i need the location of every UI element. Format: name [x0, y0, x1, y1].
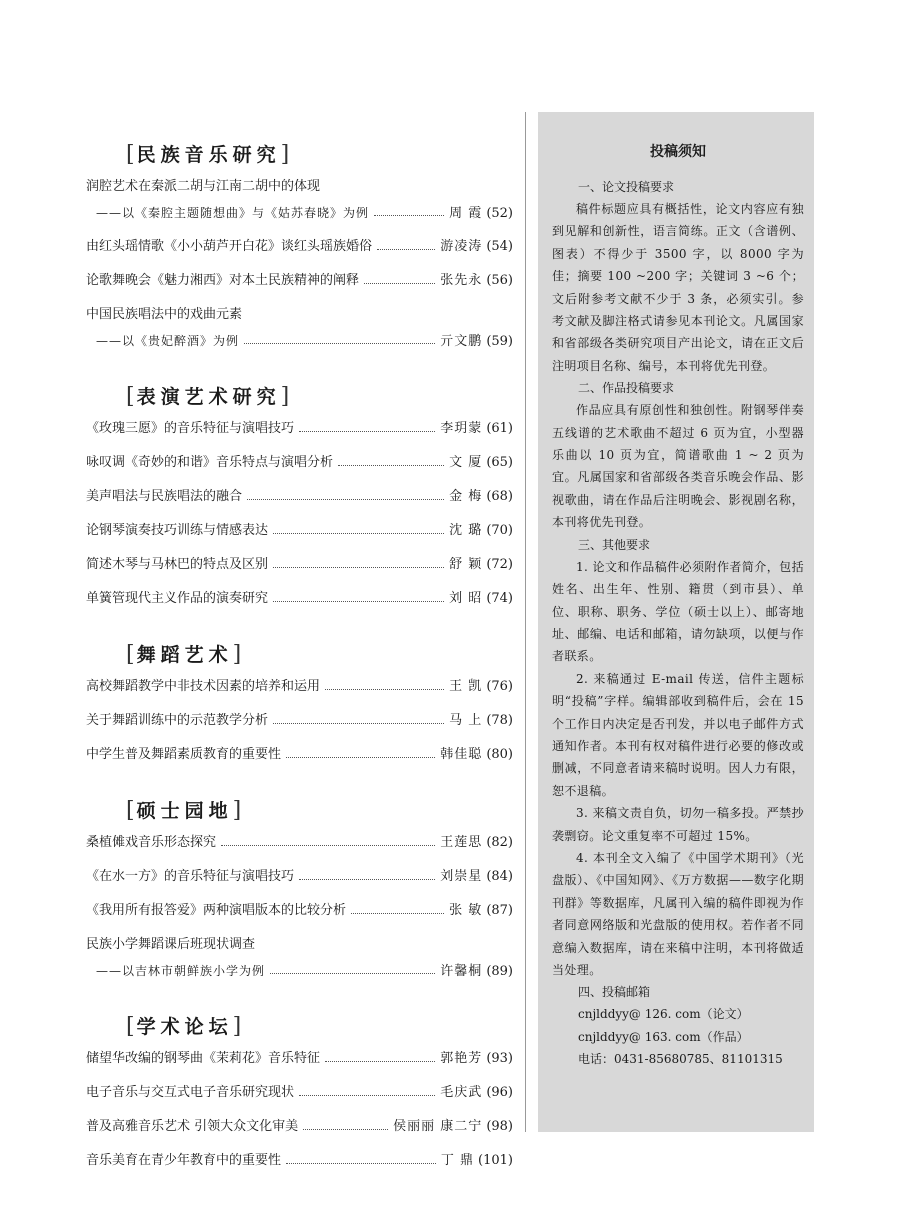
section-heading-text: 舞蹈艺术: [136, 644, 233, 666]
entry-author: 金 梅: [449, 489, 483, 504]
toc-entry[interactable]: [86, 174, 513, 226]
notice-paragraph-other-2: 2. 来稿通过 E-mail 传送，信件主题标明“投稿”字样。编辑部收到稿件后，会在 15 个工作日内决定是否刊发，并以电子邮件方式通知作者。本刊有权对稿件进行必要的修改或删减，不同意者请来稿时说明。因人力有限，恕不退稿。: [552, 671, 804, 798]
entry-page: (87): [486, 903, 513, 918]
entry-title-line: [86, 830, 513, 856]
toc-entry[interactable]: [86, 586, 513, 612]
notice-heading-works: 二、作品投稿要求: [578, 381, 675, 396]
entry-title-line: [86, 742, 513, 768]
entry-title: 普及高雅音乐艺术 引领大众文化审美: [86, 1119, 299, 1134]
leader-dots: [325, 689, 444, 690]
bracket-right-icon: ]: [232, 798, 244, 823]
entry-page: (52): [486, 206, 513, 221]
bracket-left-icon: [: [126, 384, 137, 409]
email-papers[interactable]: cnjlddyy@ 126. com（论文）: [578, 1007, 749, 1022]
toc-entry[interactable]: [86, 898, 513, 924]
entry-author: 李玥蒙: [440, 421, 483, 436]
entry-page: (82): [486, 835, 513, 850]
entry-page: (74): [486, 591, 513, 606]
section-heading: [126, 380, 513, 414]
toc-entry[interactable]: [86, 932, 513, 984]
leader-dots: [351, 913, 444, 914]
bracket-left-icon: [: [126, 142, 137, 167]
entry-page: (96): [486, 1085, 513, 1100]
entry-title: 美声唱法与民族唱法的融合: [86, 489, 243, 504]
toc-entry[interactable]: [86, 708, 513, 734]
bracket-right-icon: ]: [280, 142, 292, 167]
entry-subtitle: ——以《秦腔主题随想曲》与《姑苏春晓》为例: [96, 206, 370, 220]
entry-page: (101): [478, 1153, 513, 1168]
phone-number: 电话：0431-85680785、81101315: [578, 1052, 783, 1067]
notice-paragraph-works: 作品应具有原创性和独创性。附钢琴伴奏五线谱的艺术歌曲不超过 6 页为宜，小型器乐曲以 10 页为宜，简谱歌曲 1 ~ 2 页为宜。凡属国家和省部级各类音乐晚会作品、影视歌曲，请在作品后注明晚会、影视剧名称，本刊将优先刊登。: [552, 403, 804, 530]
leader-dots: [273, 601, 444, 602]
entry-author: 毛庆武: [440, 1085, 483, 1100]
section-heading-text: 硕士园地: [136, 800, 233, 822]
toc-entry[interactable]: [86, 450, 513, 476]
entry-page: (93): [486, 1051, 513, 1066]
toc-entry[interactable]: [86, 674, 513, 700]
leader-dots: [364, 283, 435, 284]
entry-author: 马 上: [449, 713, 483, 728]
toc-entry[interactable]: [86, 1114, 513, 1140]
column-divider: [525, 112, 526, 1132]
entry-title-line: [86, 1080, 513, 1106]
entry-title-line: [86, 674, 513, 700]
entry-title: 电子音乐与交互式电子音乐研究现状: [86, 1085, 295, 1100]
bracket-left-icon: [: [126, 1014, 137, 1039]
entry-title: 咏叹调《奇妙的和谐》音乐特点与演唱分析: [86, 455, 334, 470]
entry-title-line: [86, 552, 513, 578]
entry-page: (76): [486, 679, 513, 694]
toc-section: [86, 380, 513, 612]
entry-page: (78): [486, 713, 513, 728]
entry-subtitle-line: [86, 200, 513, 226]
entry-subtitle: ——以吉林市朝鲜族小学为例: [96, 964, 266, 978]
section-heading: [126, 1010, 513, 1044]
toc-entry[interactable]: [86, 830, 513, 856]
entry-author: 舒 颖: [449, 557, 483, 572]
entry-author: 韩佳聪: [440, 747, 483, 762]
entry-page: (70): [486, 523, 513, 538]
bracket-left-icon: [: [126, 798, 137, 823]
entry-author: 王 凯: [449, 679, 483, 694]
entry-title: 论歌舞晚会《魅力湘西》对本土民族精神的阐释: [86, 273, 360, 288]
entry-title-line: [86, 864, 513, 890]
entry-page: (65): [486, 455, 513, 470]
entry-page: (89): [486, 964, 513, 979]
leader-dots: [244, 343, 435, 344]
section-heading: [126, 794, 513, 828]
section-heading-text: 表演艺术研究: [136, 386, 281, 408]
entry-subtitle: ——以《贵妃醉酒》为例: [96, 334, 240, 348]
entry-page: (68): [486, 489, 513, 504]
entry-author: 郭艳芳: [440, 1051, 483, 1066]
notice-heading-other: 三、其他要求: [578, 537, 651, 552]
bracket-right-icon: ]: [232, 1014, 244, 1039]
notice-title: 投稿须知: [650, 144, 706, 160]
entry-title-line: [86, 586, 513, 612]
leader-dots: [273, 567, 444, 568]
entry-title: 单簧管现代主义作品的演奏研究: [86, 591, 269, 606]
toc-section: [86, 1010, 513, 1174]
toc-entry[interactable]: [86, 1080, 513, 1106]
entry-title-line: [86, 174, 513, 200]
toc-entry[interactable]: [86, 1046, 513, 1072]
notice-heading-papers: 一、论文投稿要求: [578, 180, 675, 194]
entry-title-line: [86, 708, 513, 734]
entry-title: 简述木琴与马林巴的特点及区别: [86, 557, 269, 572]
entry-subtitle-line: [86, 328, 513, 354]
entry-author: 周 霞: [449, 206, 483, 221]
entry-page: (56): [486, 273, 513, 288]
entry-page: (61): [486, 421, 513, 436]
entry-title: 由红头瑶情歌《小小葫芦开白花》谈红头瑶族婚俗: [86, 239, 373, 254]
toc-entry[interactable]: [86, 552, 513, 578]
entry-title: 音乐美育在青少年教育中的重要性: [86, 1153, 282, 1168]
entry-page: (98): [486, 1119, 513, 1134]
entry-title: 高校舞蹈教学中非技术因素的培养和运用: [86, 679, 321, 694]
entry-title: 润腔艺术在秦派二胡与江南二胡中的体现: [86, 179, 321, 194]
section-heading-text: 学术论坛: [136, 1016, 233, 1038]
entry-title: 民族小学舞蹈课后班现状调查: [86, 937, 256, 952]
entry-title: 储望华改编的钢琴曲《茉莉花》音乐特征: [86, 1051, 321, 1066]
toc-entry[interactable]: [86, 1148, 513, 1174]
entry-title: 《玫瑰三愿》的音乐特征与演唱技巧: [86, 421, 295, 436]
entry-title-line: [86, 1114, 513, 1140]
entry-title: 《我用所有报答爱》两种演唱版本的比较分析: [86, 903, 347, 918]
entry-title-line: [86, 416, 513, 442]
entry-author: 许馨桐: [440, 964, 483, 979]
submission-notice-panel: [538, 112, 814, 1132]
leader-dots: [273, 723, 444, 724]
leader-dots: [299, 431, 435, 432]
toc-section: [86, 138, 513, 354]
notice-paragraph-other-4: 4. 本刊全文入编了《中国学术期刊》（光盘版）、《中国知网》、《万方数据——数字化期刊群》等数据库，凡属刊入编的稿件即视为作者同意网络版和光盘版的使用权。若作者不同意编入数据库，请在来稿中注明，本刊将做适当处理。: [552, 850, 804, 977]
entry-author: 张先永: [440, 273, 483, 288]
entry-title-line: [86, 484, 513, 510]
entry-page: (59): [486, 334, 513, 349]
entry-title: 中国民族唱法中的戏曲元素: [86, 307, 243, 322]
entry-page: (54): [486, 239, 513, 254]
section-heading: [126, 138, 513, 172]
notice-paragraph-papers: 稿件标题应具有概括性，论文内容应有独到见解和创新性，语言简练。正文（含谱例、图表）不得少于 3500 字，以 8000 字为佳；摘要 100 ~200 字；关键词 3 ~6 个；文后附参考文献不少于 3 条，必须实引。参考文献及脚注格式请参见本刊论文。凡属国家和省部级各类研究项目产出论文，请在正文后注明项目名称、编号，本刊将优先刊登。: [552, 202, 804, 373]
entry-title-line: [86, 234, 513, 260]
toc-entry[interactable]: [86, 484, 513, 510]
entry-page: (72): [486, 557, 513, 572]
section-heading-text: 民族音乐研究: [136, 144, 281, 166]
table-of-contents: [86, 138, 513, 1200]
toc-section: [86, 794, 513, 984]
entry-title-line: [86, 450, 513, 476]
leader-dots: [377, 249, 435, 250]
toc-entry[interactable]: [86, 864, 513, 890]
bracket-right-icon: ]: [232, 642, 244, 667]
entry-author: 丁 鼎: [440, 1153, 475, 1168]
entry-author: 侯丽丽 康二宁: [393, 1119, 483, 1134]
leader-dots: [299, 1095, 435, 1096]
toc-entry[interactable]: [86, 302, 513, 354]
entry-page: (84): [486, 869, 513, 884]
leader-dots: [270, 973, 435, 974]
leader-dots: [338, 465, 444, 466]
toc-entry[interactable]: [86, 234, 513, 260]
leader-dots: [247, 499, 444, 500]
leader-dots: [299, 879, 435, 880]
toc-entry[interactable]: [86, 268, 513, 294]
entry-author: 刘 昭: [449, 591, 483, 606]
entry-title: 《在水一方》的音乐特征与演唱技巧: [86, 869, 295, 884]
entry-title: 关于舞蹈训练中的示范教学分析: [86, 713, 269, 728]
notice-paragraph-other-3: 3. 来稿文责自负，切勿一稿多投。严禁抄袭剽窃。论文重复率不可超过 15%。: [552, 806, 804, 843]
entry-title-line: [86, 1046, 513, 1072]
leader-dots: [273, 533, 444, 534]
leader-dots: [325, 1061, 435, 1062]
entry-title-line: [86, 898, 513, 924]
entry-author: 刘崇星: [440, 869, 483, 884]
email-works[interactable]: cnjlddyy@ 163. com（作品）: [578, 1029, 749, 1044]
notice-heading-email: 四、投稿邮箱: [578, 985, 651, 1000]
entry-title: 论钢琴演奏技巧训练与情感表达: [86, 523, 269, 538]
entry-title-line: [86, 518, 513, 544]
entry-author: 游凌涛: [440, 239, 483, 254]
entry-author: 亓文鹏: [440, 334, 483, 349]
entry-author: 文 厦: [449, 455, 483, 470]
toc-entry[interactable]: [86, 518, 513, 544]
bracket-left-icon: [: [126, 642, 137, 667]
entry-title-line: [86, 302, 513, 328]
notice-paragraph-other-1: 1. 论文和作品稿件必须附作者简介，包括姓名、出生年、性别、籍贯（到市县）、单位、职称、职务、学位（硕士以上）、邮寄地址、邮编、电话和邮箱，请勿缺项，以便与作者联系。: [552, 559, 804, 664]
toc-section: [86, 638, 513, 768]
leader-dots: [286, 1163, 436, 1164]
toc-entry[interactable]: [86, 742, 513, 768]
toc-entry[interactable]: [86, 416, 513, 442]
leader-dots: [374, 215, 444, 216]
section-heading: [126, 638, 513, 672]
bracket-right-icon: ]: [280, 384, 292, 409]
entry-title: 桑植傩戏音乐形态探究: [86, 835, 217, 850]
entry-subtitle-line: [86, 958, 513, 984]
leader-dots: [303, 1129, 388, 1130]
entry-title-line: [86, 1148, 513, 1174]
entry-title: 中学生普及舞蹈素质教育的重要性: [86, 747, 282, 762]
entry-page: (80): [486, 747, 513, 762]
entry-author: 张 敏: [449, 903, 483, 918]
leader-dots: [221, 845, 435, 846]
leader-dots: [286, 757, 435, 758]
entry-title-line: [86, 932, 513, 958]
entry-title-line: [86, 268, 513, 294]
entry-author: 沈 璐: [449, 523, 483, 538]
entry-author: 王莲思: [440, 835, 483, 850]
